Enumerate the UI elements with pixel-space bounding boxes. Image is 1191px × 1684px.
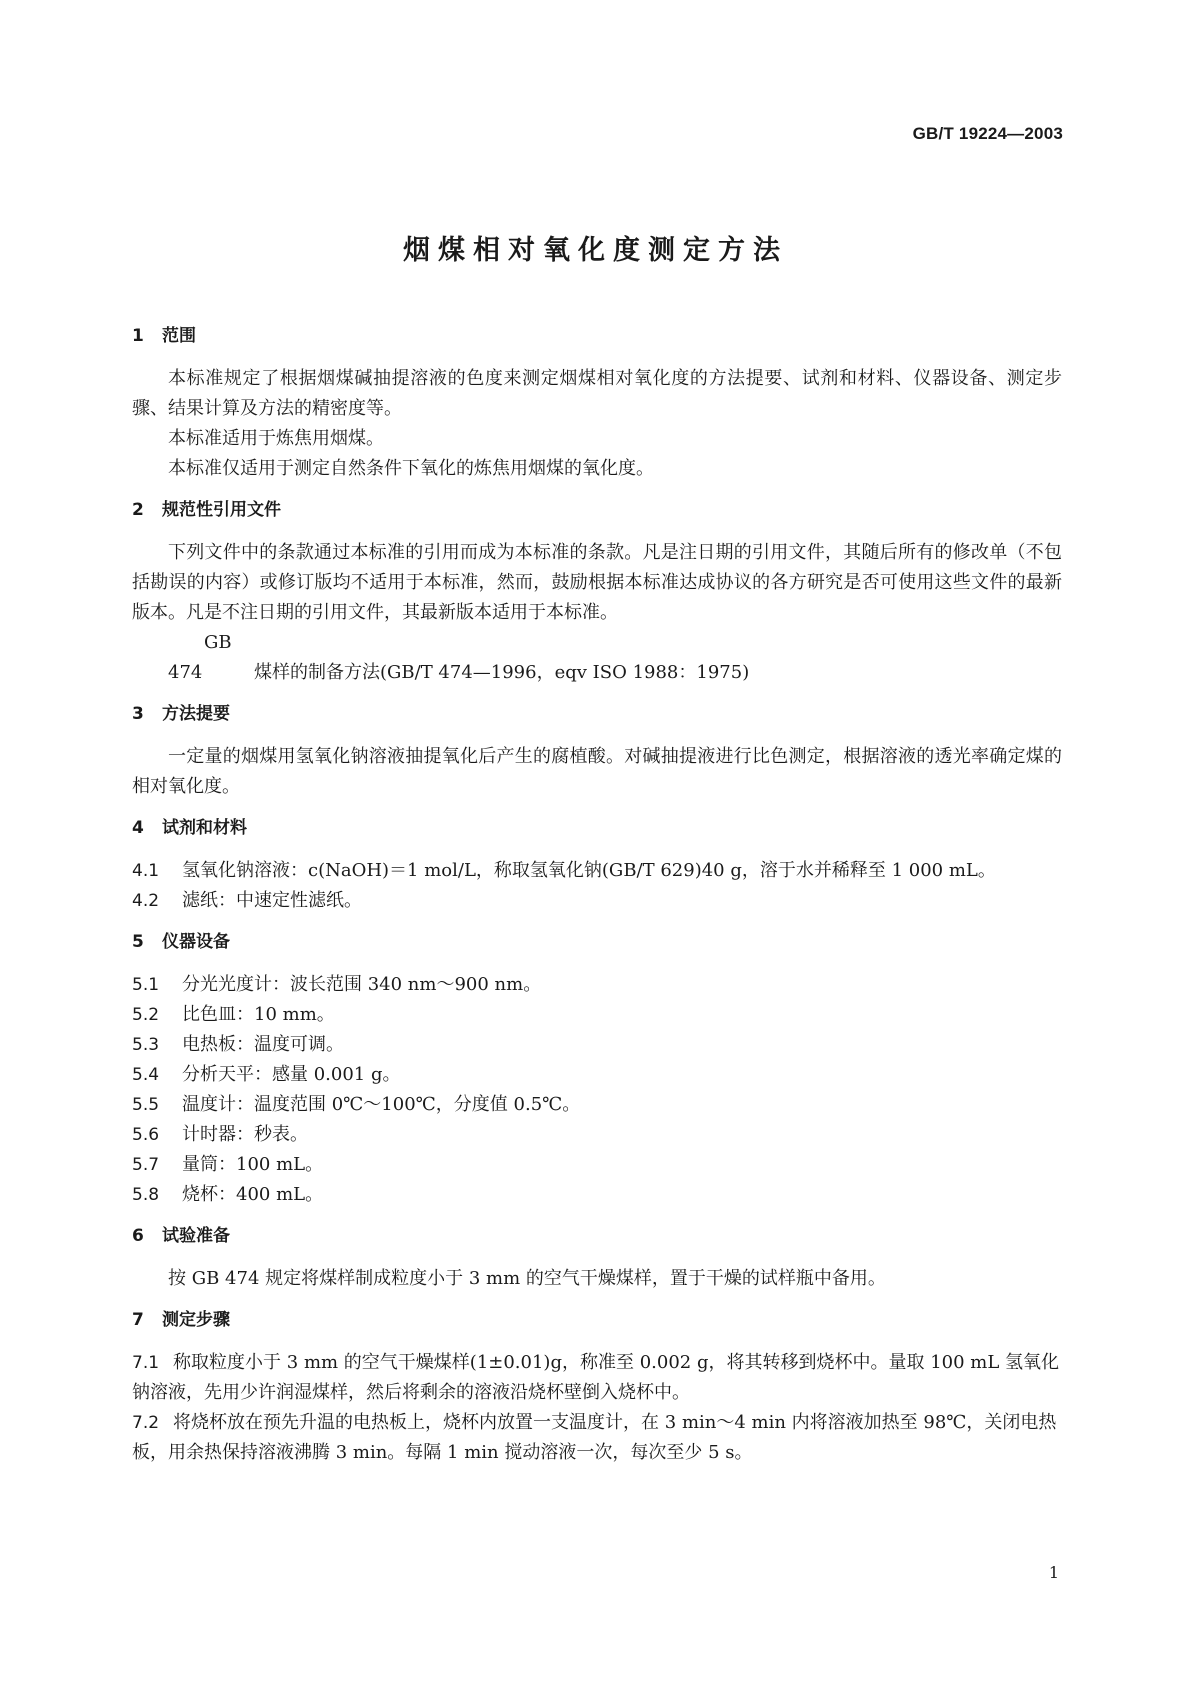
clause-text: 将烧杯放在预先升温的电热板上，烧杯内放置一支温度计，在 3 min～4 min 内将溶液加热至 98℃，关闭电热板，用余热保持溶液沸腾 3 min。每隔 1 min 搅动溶液一次，每次至少 5 s。 (132, 1412, 1057, 1463)
clause-item (132, 1090, 1062, 1120)
clause-number: 7.2 (132, 1413, 160, 1433)
clause-item (132, 970, 1062, 1000)
clause-text: 分光光度计：波长范围 340 nm～900 nm。 (182, 974, 542, 995)
clause-number: 5.7 (132, 1155, 160, 1175)
clause-number: 5.4 (132, 1065, 160, 1085)
clause-number: 5.8 (132, 1185, 160, 1205)
paragraph: 本标准适用于炼焦用烟煤。 (168, 428, 384, 449)
section-title: 范围 (162, 326, 196, 346)
clause-number: 4.1 (132, 861, 160, 881)
section-heading (132, 322, 1062, 350)
clause-text: 比色皿：10 mm。 (182, 1004, 335, 1025)
document-title: 烟煤相对氧化度测定方法 (403, 235, 788, 266)
paragraph: 按 GB 474 规定将煤样制成粒度小于 3 mm 的空气干燥煤样，置于干燥的试样瓶中备用。 (168, 1268, 886, 1289)
clause-item (132, 1348, 1062, 1408)
clause-text: 电热板：温度可调。 (182, 1034, 344, 1055)
clause-number: 5.1 (132, 975, 160, 995)
clause-item (132, 1000, 1062, 1030)
section-number: 6 (132, 1226, 144, 1246)
clause-number: 5.6 (132, 1125, 160, 1145)
paragraph: 一定量的烟煤用氢氧化钠溶液抽提氧化后产生的腐植酸。对碱抽提液进行比色测定，根据溶液的透光率确定煤的相对氧化度。 (132, 746, 1062, 797)
clause-item (132, 886, 1062, 916)
clause-item (132, 1030, 1062, 1060)
clause-number: 5.3 (132, 1035, 160, 1055)
clause-number: 5.2 (132, 1005, 160, 1025)
section-number: 5 (132, 932, 144, 952)
clause-text: 称取粒度小于 3 mm 的空气干燥煤样(1±0.01)g，称准至 0.002 g，将其转移到烧杯中。量取 100 mL 氢氧化钠溶液，先用少许润湿煤样，然后将剩余的溶液沿烧杯壁倒入烧杯中。 (132, 1352, 1060, 1403)
document-body (132, 322, 1062, 1468)
section-heading (132, 700, 1062, 728)
section-title: 仪器设备 (162, 932, 230, 952)
standard-code: GB/T 19224—2003 (912, 124, 1063, 143)
paragraph: 本标准规定了根据烟煤碱抽提溶液的色度来测定烟煤相对氧化度的方法提要、试剂和材料、仪器设备、测定步骤、结果计算及方法的精密度等。 (132, 368, 1062, 419)
section-number: 2 (132, 500, 144, 520)
page-number: 1 (1048, 1563, 1059, 1582)
section-heading (132, 1222, 1062, 1250)
clause-item (132, 1150, 1062, 1180)
section-title: 规范性引用文件 (162, 500, 281, 520)
clause-item (132, 1060, 1062, 1090)
section-title: 测定步骤 (162, 1310, 230, 1330)
section-title: 方法提要 (162, 704, 230, 724)
section-heading (132, 928, 1062, 956)
paragraph: 下列文件中的条款通过本标准的引用而成为本标准的条款。凡是注日期的引用文件，其随后所有的修改单（不包括勘误的内容）或修订版均不适用于本标准，然而，鼓励根据本标准达成协议的各方研究是否可使用这些文件的最新版本。凡是不注日期的引用文件，其最新版本适用于本标准。 (132, 542, 1062, 623)
section-heading (132, 814, 1062, 842)
clause-item (132, 1180, 1062, 1210)
clause-text: 烧杯：400 mL。 (182, 1184, 324, 1205)
clause-number: 7.1 (132, 1353, 160, 1373)
section-title: 试剂和材料 (162, 818, 247, 838)
clause-number: 5.5 (132, 1095, 160, 1115)
reference-text: 煤样的制备方法(GB/T 474—1996，eqv ISO 1988：1975) (254, 662, 750, 683)
reference-code: GB 474 (168, 632, 232, 683)
section-number: 7 (132, 1310, 144, 1330)
section-heading (132, 1306, 1062, 1334)
clause-text: 计时器：秒表。 (182, 1124, 308, 1145)
section-heading (132, 496, 1062, 524)
section-number: 3 (132, 704, 144, 724)
clause-text: 温度计：温度范围 0℃～100℃，分度值 0.5℃。 (182, 1094, 581, 1115)
normative-reference (132, 628, 1062, 688)
clause-item (132, 1120, 1062, 1150)
clause-item (132, 1408, 1062, 1468)
clause-text: 氢氧化钠溶液：c(NaOH)＝1 mol/L，称取氢氧化钠(GB/T 629)40 g，溶于水并稀释至 1 000 mL。 (182, 860, 996, 881)
section-number: 1 (132, 326, 144, 346)
clause-item (132, 856, 1062, 886)
paragraph: 本标准仅适用于测定自然条件下氧化的炼焦用烟煤的氧化度。 (168, 458, 654, 479)
clause-text: 量筒：100 mL。 (182, 1154, 324, 1175)
clause-number: 4.2 (132, 891, 160, 911)
section-title: 试验准备 (162, 1226, 230, 1246)
clause-text: 滤纸：中速定性滤纸。 (182, 890, 362, 911)
clause-text: 分析天平：感量 0.001 g。 (182, 1064, 401, 1085)
section-number: 4 (132, 818, 144, 838)
